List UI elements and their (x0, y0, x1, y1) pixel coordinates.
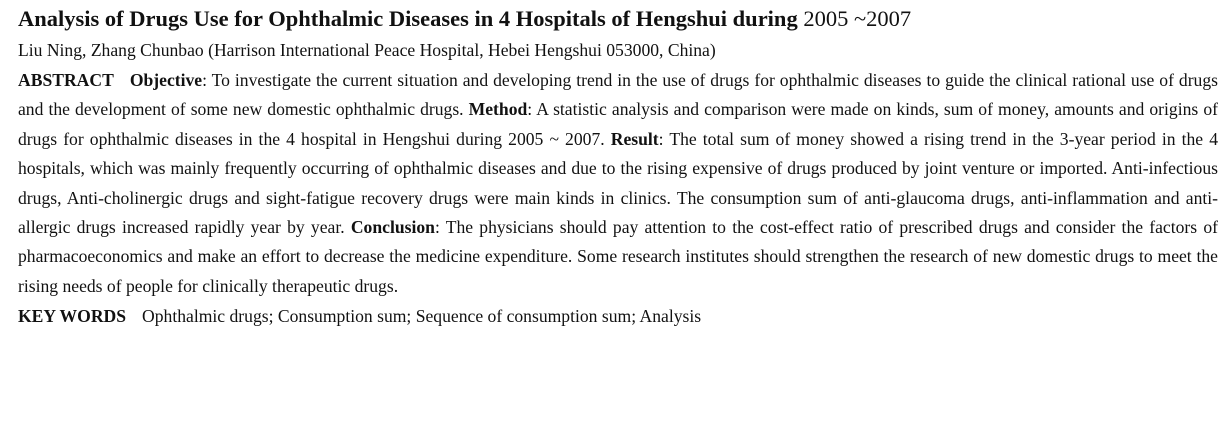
method-text: : A statistic analysis and comparison were made on kinds, sum of money, amounts and origins of drugs for ophthalmic diseases in the 4 hospital in Hengshui during 2005 ~ 2007. (18, 99, 1218, 149)
conclusion-text: : The physicians should pay attention to the cost-effect ratio of prescribed drugs and consider the factors of pharmacoeconomics and make an effort to decrease the medicine expenditure. Some research institutes should strengthen the research of new domestic drugs to meet the rising needs of people for clinically therapeutic drugs. (18, 217, 1218, 296)
result-label: Result (610, 128, 659, 149)
paper-title-main: Analysis of Drugs Use for Ophthalmic Diseases in 4 Hospitals of Hengshui during (18, 6, 798, 31)
result-text: : The total sum of money showed a rising trend in the 3-year period in the 4 hospitals, which was mainly frequently occurring of ophthalmic diseases and due to the rising expensive of drugs produced by joint venture or imported. Anti-infectious drugs, Anti-cholinergic drugs and sight-fatigue recovery drugs were main kinds in clinics. The consumption sum of anti-glaucoma drugs, anti-inflammation and anti-allergic drugs increased rapidly year by year. (18, 128, 1219, 238)
author-affiliation-line: Liu Ning, Zhang Chunbao (Harrison International Peace Hospital, Hebei Hengshui 053000, China) (18, 40, 716, 60)
paper-title (18, 4, 1218, 34)
keywords-heading: KEY WORDS (18, 306, 127, 327)
abstract-heading: ABSTRACT (18, 70, 114, 90)
keywords-line (18, 302, 1218, 331)
paper-title-years: 2005 ~2007 (803, 6, 912, 31)
keywords-text: Ophthalmic drugs; Consumption sum; Sequence of consumption sum; Analysis (142, 306, 702, 327)
objective-label: Objective (129, 70, 203, 90)
objective-text: : To investigate the current situation and developing trend in the use of drugs for ophthalmic diseases to guide the clinical rational use of drugs and the development of some new domestic ophthalmic drugs. (18, 70, 1218, 120)
abstract-paragraph (18, 66, 1218, 301)
method-label: Method (468, 99, 528, 120)
conclusion-label: Conclusion (350, 217, 435, 238)
